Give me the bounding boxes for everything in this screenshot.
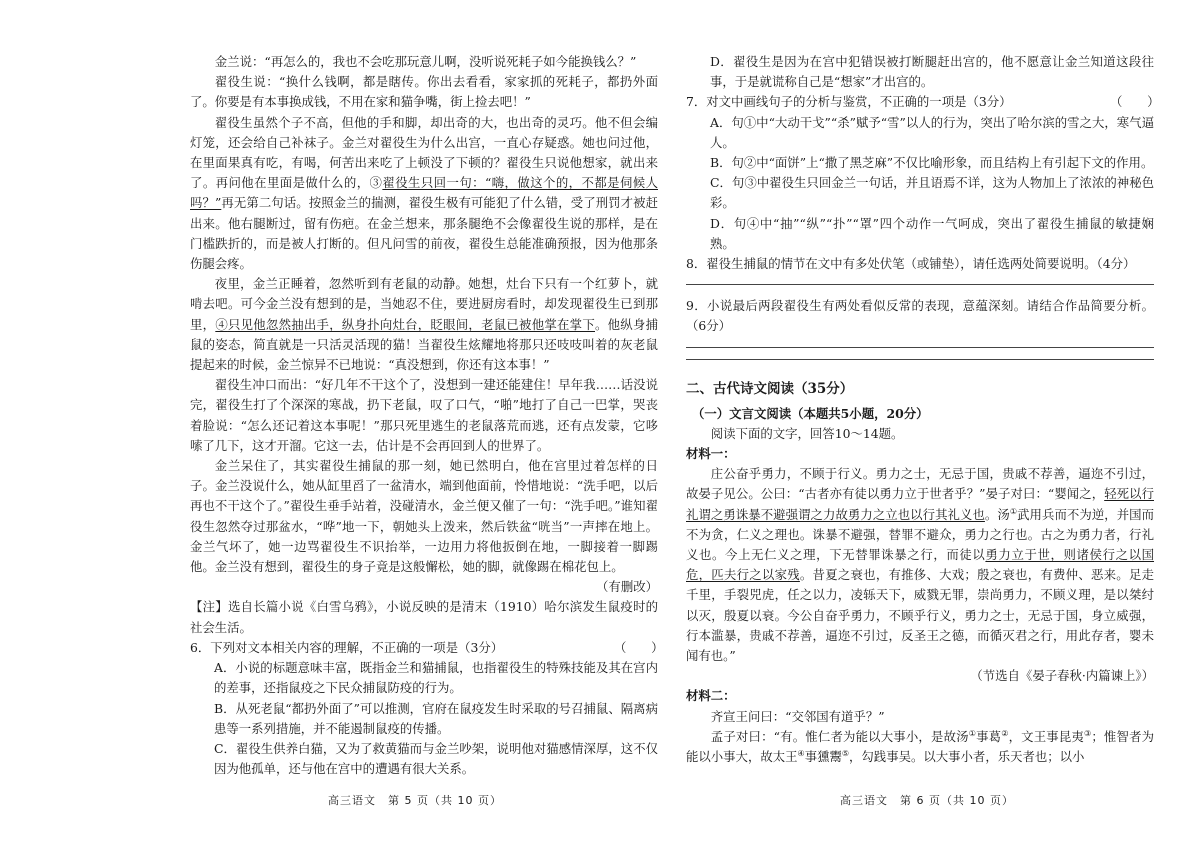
question-9: 9．小说最后两段翟役生有两处看似反常的表现，意蕴深刻。请结合作品简要分析。（6分） <box>686 298 1154 334</box>
question-text: 6．下列对文本相关内容的理解，不正确的一项是（3分） <box>190 639 504 655</box>
question-text: 7．对文中画线句子的分析与鉴赏，不正确的一项是（3分） <box>686 94 1012 110</box>
footnote-mark: ③ <box>1084 728 1092 738</box>
question-8: 8．翟役生捕鼠的情节在文中有多处伏笔（或铺垫），请任选两处简要说明。（4分） <box>686 256 1136 272</box>
text-run: 庄公奋乎勇力，不顾于行义。勇力之士，无忌于国，贵戚不荐善，逼迩不引过，故晏子见公。公曰：“古者亦有徒以勇力立于世者乎？”晏子对曰：“婴闻之， <box>686 466 1154 502</box>
question-7 <box>686 92 1160 112</box>
text-run: 武用兵而不为逆，并国而不为贪，仁义之理也。诛暴不避强，替罪不避众，勇力之行也。古之为勇力者，行礼义也。今上无仁义之理，下无替罪诛暴之行，而徒以 <box>686 506 1155 563</box>
material-label: 材料一： <box>686 446 736 462</box>
option-c: C．翟役生供养白猫，又为了救黄猫而与金兰吵架，说明他对猫感情深厚，这不仅因为他孤单，还与他在宫中的遭遇有很大关系。 <box>214 740 658 777</box>
page-footer-left: 高三语文 第 5 页（共 10 页） <box>328 794 502 807</box>
footnote-mark: ⑤ <box>841 748 850 758</box>
option-b: B．从死老鼠“都扔外面了”可以推测，官府在鼠疫发生时采取的号召捕鼠、隔离病患等一系列措施，并不能遏制鼠疫的传播。 <box>214 700 658 736</box>
option-b: B．句②中“面饼”上“撒了黑芝麻”不仅比喻形象，而且结构上有引起下文的作用。 <box>710 155 1154 171</box>
footnote-mark: ① <box>1009 506 1018 516</box>
paragraph: 金兰说：“再怎么的，我也不会吃那玩意儿啊，没听说死耗子如今能换钱么？” <box>214 54 637 69</box>
option-a: A．句①中“大动干戈”“杀”赋予“雪”以人的行为，突出了哈尔滨的雪之大，寒气逼人。 <box>710 114 1154 150</box>
text-run: 翟役生虽然个子不高，但他的手和脚，却出奇的大，也出奇的灵巧。他不但会编灯笼，还会给自己补袜子。金兰对翟役生为什么出宫，一直心存疑惑。她也问过他，在里面果真有吃，有喝，何苦出来吃了上顿没了下顿的？翟役生只说他想家，就出来了。再问他在里面是做什么的， <box>190 114 658 191</box>
paragraph <box>190 113 658 275</box>
page-footer-right: 高三语文 第 6 页（共 10 页） <box>840 794 1014 807</box>
answer-line <box>686 347 1154 348</box>
paragraph: 翟役生冲口而出：“好几年不干这个了，没想到一建还能建住！早年我……话没说完，翟役生打了个深深的寒战，扔下老鼠，叹了口气，“啪”地打了自己一巴掌，哭丧着脸说：“怎么还记着这本事呢！”那只死里逃生的老鼠落荒而逃，还有点发蒙，它哆嗦了几下，这才开溜。它这一去，估计是不会再回到人的世界了。 <box>190 377 658 453</box>
answer-blank: （ ） <box>1110 94 1160 110</box>
underlined-sentence: 翟役生只回一句：“嗨，做这个的，不都是伺候人吗？” <box>190 175 659 211</box>
classical-text <box>686 727 1154 767</box>
text-run: 孟子对曰：“有。惟仁者为能以大事小，是故汤 <box>710 728 969 744</box>
option-d: D．翟役生是因为在宫中犯错误被打断腿赶出宫的，他不愿意让金兰知道这段往事，于是就谎称自己是“想家”才出宫的。 <box>710 54 1154 90</box>
answer-blank: （ ） <box>614 639 664 655</box>
subsection-heading: （一）文言文阅读（本题共5小题，20分） <box>692 405 929 421</box>
annotation <box>190 597 658 637</box>
classical-text <box>686 464 1154 666</box>
source-note: （有删改） <box>596 579 658 595</box>
paragraph: 翟役生说：“换什么钱啊，都是瞎传。你出去看看，家家抓的死耗子，都扔外面了。你要是有本事换成钱，不用在家和猫争嘴，街上捡去吧！” <box>190 74 658 110</box>
source-note: （节选自《晏子春秋·内篇谏上》） <box>970 668 1154 684</box>
underlined-sentence: 轻死以行礼谓之勇诛暴不避强谓之力故勇力之立也以行其礼义也 <box>686 486 1154 522</box>
classical-text: 齐宣王问曰：“交邻国有道乎？” <box>710 708 885 724</box>
footnote-mark: ② <box>1001 728 1009 738</box>
answer-line <box>686 284 1154 285</box>
text-run: ，勾践事吴。以大事小者，乐天者也；以小 <box>849 749 1085 765</box>
underlined-sentence: 只见他忽然抽出手，纵身扑向灶台，眨眼间，老鼠已被他掌在掌下 <box>227 316 595 332</box>
footnote-mark: ④ <box>797 748 805 758</box>
text-run: 。汤 <box>984 506 1010 522</box>
text-run: 事獯鬻 <box>804 749 842 765</box>
sentence-number: ④ <box>215 316 228 332</box>
underlined-sentence: 勇力立于世，则诸侯行之以国危，匹夫行之以家残 <box>686 547 1155 583</box>
option-d: D．句④中“抽”“纵”“扑”“罩”四个动作一气呵成，突出了翟役生捕鼠的敏捷娴熟。 <box>710 215 1154 251</box>
question-6 <box>190 638 664 658</box>
text-run: 事葛 <box>976 728 1002 744</box>
note-label: 【注】 <box>190 599 228 615</box>
section-heading: 二、古代诗文阅读（35分） <box>686 380 854 397</box>
instruction: 阅读下面的文字，回答10～14题。 <box>710 425 904 441</box>
right-page-column <box>686 52 1160 767</box>
option-c: C．句③中翟役生只回金兰一句话，并且语焉不详，这为人物加上了浓浓的神秘色彩。 <box>710 175 1154 211</box>
text-run: ，文王事昆夷 <box>1008 728 1084 744</box>
material-label: 材料二： <box>686 688 736 704</box>
footnote-mark: ① <box>968 728 977 738</box>
text-run: 。他纵身捕鼠的姿态，简直就是一只活灵活现的猫！当翟役生炫耀地将那只还吱吱叫着的灰老鼠提起来的时候，金兰惊异不已地说：“真没想到，你还有这本事！” <box>190 316 659 373</box>
answer-line <box>686 359 1154 360</box>
paragraph: 金兰呆住了，其实翟役生捕鼠的那一刻，她已然明白，他在宫里过着怎样的日子。金兰没说什么，她从缸里舀了一盆清水，端到他面前，怜惜地说：“洗手吧，以后再也不干这个了。”翟役生垂手站着，没碰清水，金兰便又催了一句：“洗手吧。”谁知翟役生忽然夺过那盆水，“哗”地一下，朝她头上泼来，然后铁盆“咣当”一声摔在地上。金兰气坏了，她一边骂翟役生不识抬举，一边用力将他扳倒在地，一脚接着一脚踢他。金兰没有想到，翟役生的身子竟是这般懈松，她的脚，就像踢在棉花包上。 <box>190 458 658 575</box>
option-a: A．小说的标题意味丰富，既指金兰和猫捕鼠，也指翟役生的特殊技能及其在宫内的差事，还指鼠疫之下民众捕鼠防疫的行为。 <box>214 660 658 696</box>
text-run: 再无第二句话。按照金兰的揣测，翟役生极有可能犯了什么错，受了刑罚才被赶出来。他右腿断过，留有伤疤。在金兰想来，那条腿绝不会像翟役生说的那样，是在门槛跌折的，而是被人打断的。但凡问雪的前夜，翟役生总能准确预报，因为他那条伤腿会疼。 <box>190 195 658 272</box>
note-text: 选自长篇小说《白雪乌鸦》，小说反映的是清末（1910）哈尔滨发生鼠疫时的社会生活。 <box>190 599 659 635</box>
left-page-column <box>190 52 664 779</box>
sentence-number: ③ <box>369 175 383 191</box>
paragraph <box>190 274 658 375</box>
text-run: 夜里，金兰正睡着，忽然听到有老鼠的动静。她想，灶台下只有一个红萝卜，就啃去吧。可今金兰没有想到的是，当她忍不住，要进厨房看时，却发现翟役生已到那里， <box>190 276 658 332</box>
text-run: 。昔夏之衰也，有推侈、大戏；殷之衰也，有费仲、恶来。足走千里，手裂兕虎，任之以力，凌轹天下，威戮无罪，崇尚勇力，不顾义理，是以桀纣以灭，殷夏以衰。今公自奋乎勇力，不顾乎行义，勇力之士，无忌于国，身立威强，行本滥暴，贵戚不荐善，逼迩不引过，反圣王之德，而循灭君之行，用此存者，婴未闻有也。” <box>686 567 1155 664</box>
text-run: ；惟智者为能以小事大，故太王 <box>686 728 1155 765</box>
